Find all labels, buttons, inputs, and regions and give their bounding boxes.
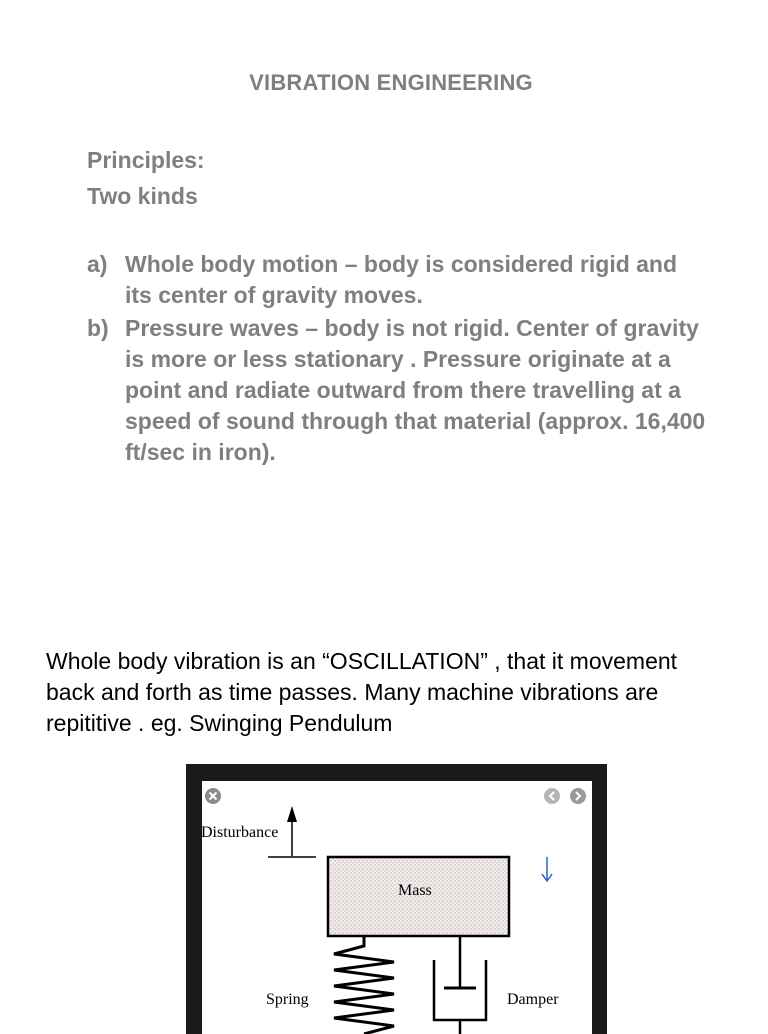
list-marker: a) [87,251,108,277]
close-icon[interactable] [205,788,221,804]
mass-label: Mass [398,882,432,899]
oscillation-paragraph: Whole body vibration is an “OSCILLATION” , that it movement back and forth as time passes. Many machine vibrations are repititive . eg. Swinging Pendulum [46,648,678,736]
list-marker: b) [87,315,109,341]
page-title: VIBRATION ENGINEERING [249,70,533,95]
list-item-text: Pressure waves – body is not rigid. Center of gravity is more or less stationary . Pressure originate at a point and radiate outward from there travelling at a speed of sound through that material (approx. 16,400 ft/sec in iron). [125,315,706,465]
spring-mass-damper-figure [186,764,607,1034]
principles-block [87,142,205,214]
prev-arrow-icon[interactable] [544,788,560,804]
next-arrow-icon[interactable] [570,788,586,804]
spring-label: Spring [266,991,309,1008]
disturbance-label: Disturbance [201,824,279,841]
kinds-list [87,249,707,470]
damper-label: Damper [507,991,559,1008]
principles-heading: Principles: [87,147,205,173]
list-item [87,313,707,468]
list-item-text: Whole body motion – body is considered rigid and its center of gravity moves. [125,251,678,308]
list-item [87,249,707,311]
principles-subheading: Two kinds [87,183,198,209]
